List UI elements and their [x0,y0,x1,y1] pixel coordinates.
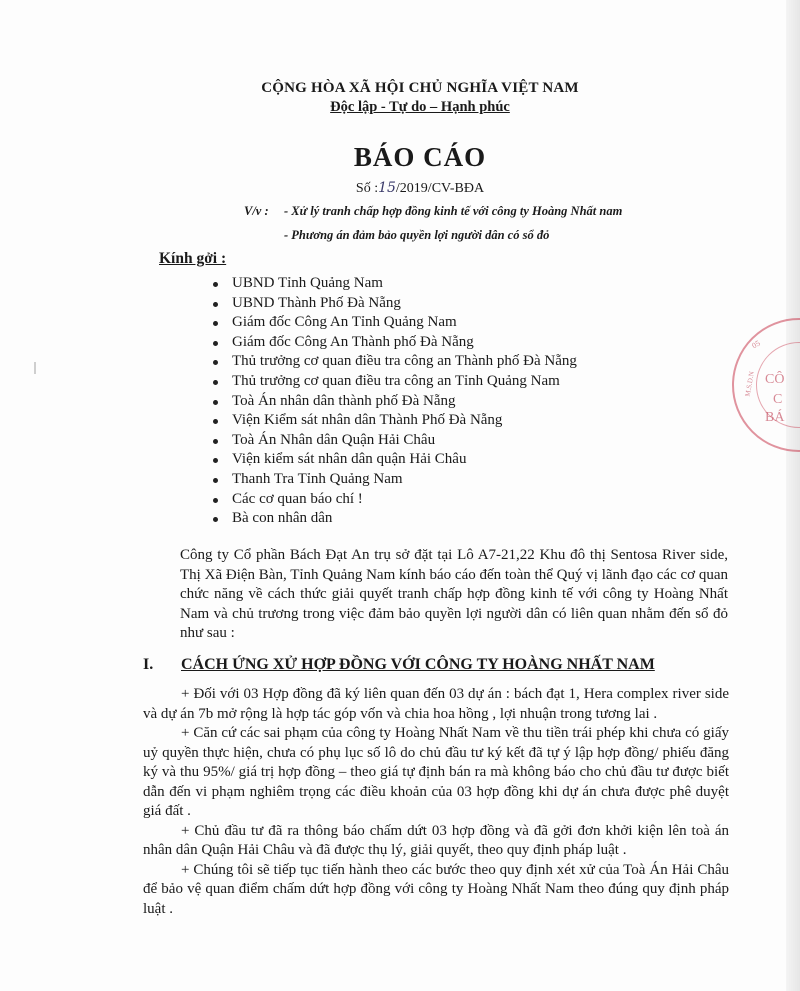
seal-text: 05 [750,338,762,351]
recipient-item: Thanh Tra Tỉnh Quảng Nam [0,470,577,490]
document-title: BÁO CÁO [353,142,487,172]
recipient-item: Các cơ quan báo chí ! [0,490,577,510]
recipient-item: Toà Án Nhân dân Quận Hải Châu [0,431,577,451]
recipient-list [0,274,577,529]
intro-text: Công ty Cổ phần Bách Đạt An trụ sở đặt tại Lô A7-21,22 Khu đô thị Sentosa River side, Thị Xã Điện Bàn, Tỉnh Quảng Nam kính báo cáo đến toàn thể Quý vị lãnh đạo các cơ quan chức năng về cách thức giải quyết tranh chấp hợp đồng kinh tế với công ty Hoàng Nhất Nam và chủ trương trong việc đảm bảo quyền lợi người dân có liên quan nhằm đến sổ đỏ như sau : [180,547,728,642]
recipient-item: UBND Thành Phố Đà Nẵng [0,294,577,314]
section-number: I. [143,656,154,673]
intro-paragraph [142,546,728,644]
subject-line-1: - Xử lý tranh chấp hợp đồng kinh tế với công ty Hoàng Nhất nam [284,204,623,218]
recipient-item: Giám đốc Công An Thành phố Đà Nẵng [0,333,577,353]
section-heading [143,656,655,674]
recipient-item: Bà con nhân dân [0,509,577,529]
recipient-item: Giám đốc Công An Tỉnh Quảng Nam [0,313,577,333]
recipient-item: Toà Án nhân dân thành phố Đà Nẵng [0,392,577,412]
document-number [0,180,800,197]
recipient-item: Viện kiểm sát nhân dân quận Hải Châu [0,450,577,470]
recipients-label: Kính gởi : [159,250,227,267]
seal-text: CÔ [765,372,785,387]
seal-text: C [773,392,783,407]
body-paragraph: + Căn cứ các sai phạm của công ty Hoàng Nhất Nam về thu tiền trái phép khi chưa có giấy uỷ quyền thực hiện, chưa có phụ lục số lô do chủ đầu tư ký kết đã tự ý lập hợp đồng/ phiếu đăng ký và thu 95%/ giá trị hợp đồng – theo giá tự định bán ra mà không báo cho chủ đầu tư được biết dẫn đến vi phạm nghiêm trọng các điều khoản của 03 hợp đồng khi dự án chưa được phê duyệt giá đất . [143,725,729,819]
recipient-item: Thủ trưởng cơ quan điều tra công an Tỉnh Quảng Nam [0,372,577,392]
national-motto: Độc lập - Tự do – Hạnh phúc [330,99,510,115]
number-suffix: /2019/CV-BĐA [395,181,485,196]
national-header [0,80,800,116]
body-paragraph: + Chúng tôi sẽ tiếp tục tiến hành theo các bước theo quy định xét xử của Toà Án Hải Châu để bảo vệ quan điểm chấm dứt hợp đồng với công ty Hoàng Nhất Nam theo đúng quy định pháp luật . [143,861,729,917]
handwritten-number: 15 [378,180,396,196]
nation-name: CỘNG HÒA XÃ HỘI CHỦ NGHĨA VIỆT NAM [261,80,579,96]
seal-text: BÁ [765,410,785,425]
number-prefix: Số : [355,181,379,196]
section-body [143,685,729,919]
subject-line-2: - Phương án đảm bảo quyền lợi người dân có sổ đỏ [284,228,550,242]
recipient-item: Thủ trưởng cơ quan điều tra công an Thành phố Đà Nẵng [0,352,577,372]
body-paragraph: + Đối với 03 Hợp đồng đã ký liên quan đến 03 dự án : bách đạt 1, Hera complex river side và dự án 7b mở rộng là hợp tác góp vốn và chia hoa hồng , lợi nhuận trong tương lai . [143,686,729,722]
recipient-item: Viện Kiểm sát nhân dân Thành Phố Đà Nẵng [0,411,577,431]
recipient-item: UBND Tỉnh Quảng Nam [0,274,577,294]
subject-label: V/v : [244,204,269,218]
body-paragraph: + Chủ đầu tư đã ra thông báo chấm dứt 03 hợp đồng và đã gởi đơn khởi kiện lên toà án nhân dân Quận Hải Châu và đã được thụ lý, giải quyết, theo quy định pháp luật . [143,822,729,858]
section-title: CÁCH ỨNG XỬ HỢP ĐỒNG VỚI CÔNG TY HOÀNG NHẤT NAM [181,656,655,673]
seal-text: M.S.D.N [743,370,756,398]
